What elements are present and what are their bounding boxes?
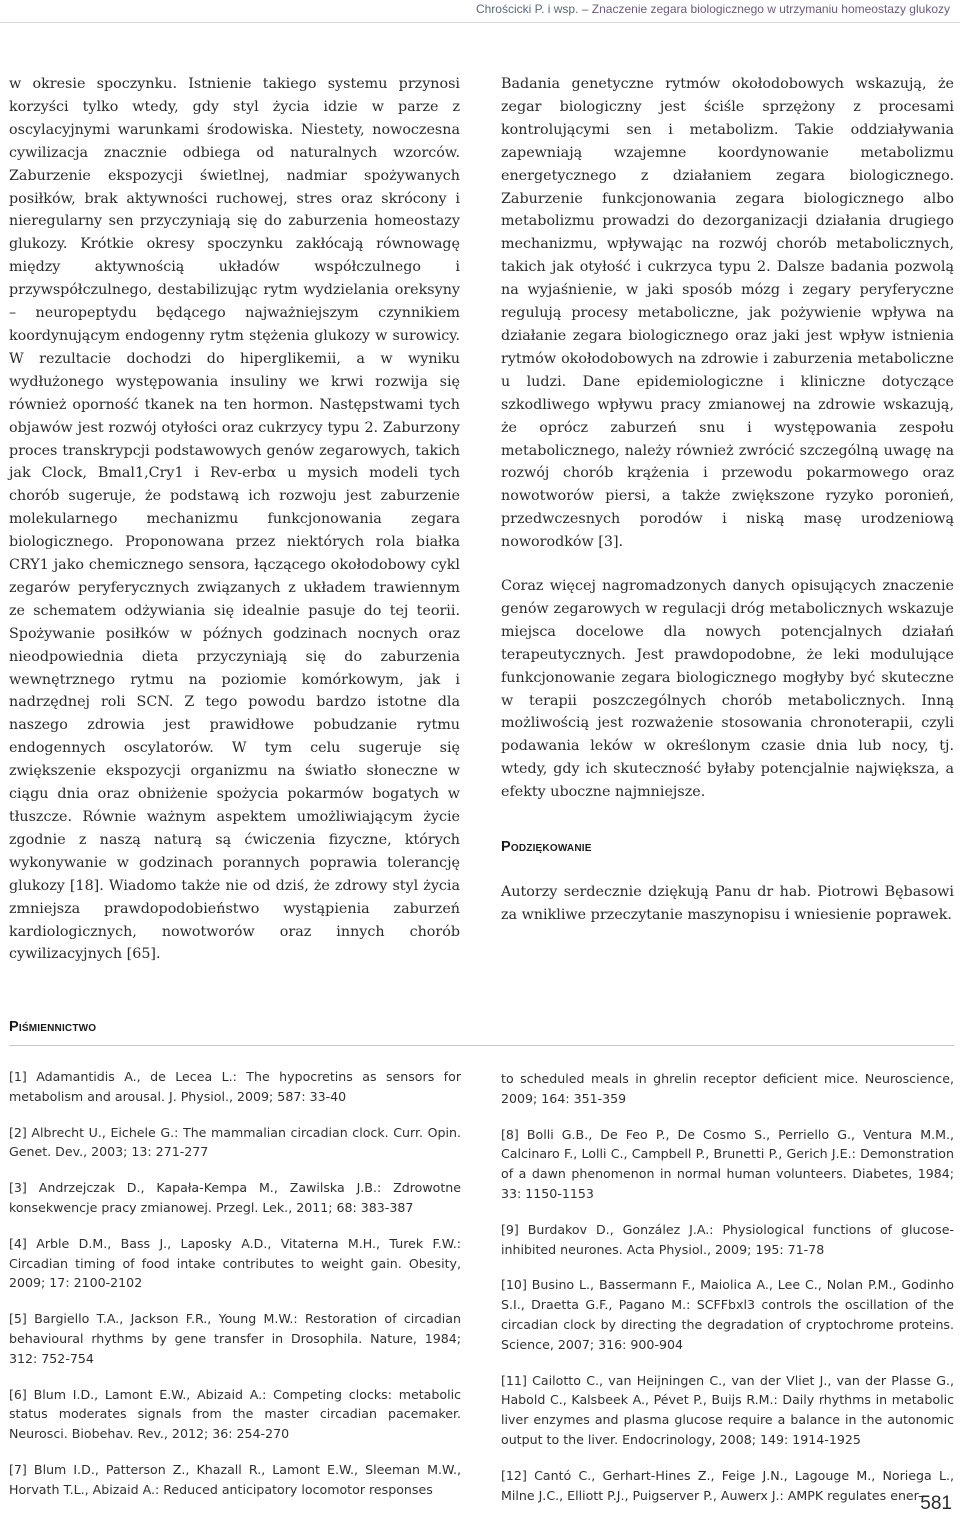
reference-item: [10] Busino L., Bassermann F., Maiolica A., Lee C., Nolan P.M., Godinho S.I., Draetta G.F., Pagano M.: SCFFbxl3 controls the oscillation of the circadian clock by directing the degradation of cryptochrome proteins. Science, 2007; 316: 900-904 xyxy=(501,1277,954,1352)
body-paragraph: Coraz więcej nagromadzonych danych opisujących znaczenie genów zegarowych w regulacji dróg metabolicznych wskazuje miejsca docelowe dla nowych potencjalnych działań terapeutycznych. Jest prawdopodobne, że leki modulujące funkcjonowanie zegara biologicznego mogłyby być skuteczne w terapii poszczególnych chorób metabolicznych. Inną możliwością jest rozważenie stosowania chronoterapii, czyli podawania leków w określonym czasie dnia lub nocy, tj. wtedy, gdy ich skuteczność byłaby potencjalnie największa, a efekty uboczne najmniejsze. xyxy=(501,578,954,801)
left-column xyxy=(9,73,460,966)
reference-item: to scheduled meals in ghrelin receptor deficient mice. Neuroscience, 2009; 164: 351-359 xyxy=(501,1071,954,1106)
acknowledgements-text: Autorzy serdecznie dziękują Panu dr hab. Piotrowi Bębasowi za wnikliwe przeczytanie maszynopisu i wniesienie poprawek. xyxy=(501,884,954,923)
reference-item: [1] Adamantidis A., de Lecea L.: The hypocretins as sensors for metabolism and arousal. J. Physiol., 2009; 587: 33-40 xyxy=(9,1069,461,1104)
page-number: 581 xyxy=(920,1493,952,1514)
reference-item: [9] Burdakov D., González J.A.: Physiological functions of glucose-inhibited neurones. Acta Physiol., 2009; 195: 71-78 xyxy=(501,1221,954,1257)
running-head-separator: – xyxy=(581,2,589,16)
reference-item: [8] Bolli G.B., De Feo P., De Cosmo S., Perriello G., Ventura M.M., Calcinaro F., Lolli C., Campbell P., Brunetti P., Gerich J.E.: Demonstration of a dawn phenomenon in normal human volunteers. Diabetes, 1984; 33: 1150-1153 xyxy=(501,1126,954,1201)
header-rule xyxy=(0,22,960,23)
reference-item: [3] Andrzejczak D., Kapała-Kempa M., Zawilska J.B.: Zdrowotne konsekwencje pracy zmianowej. Przegl. Lek., 2011; 68: 383-387 xyxy=(9,1180,461,1215)
reference-item: [11] Cailotto C., van Heijningen C., van der Vliet J., van der Plasse G., Habold C., Kalsbeek A., Pévet P., Buijs R.M.: Daily rhythms in metabolic liver enzymes and plasma glucose require a balance in the autonomic output to the liver. Endocrinology, 2008; 149: 1914-1925 xyxy=(501,1372,954,1447)
references-left-column xyxy=(9,1067,461,1516)
reference-item: [6] Blum I.D., Lamont E.W., Abizaid A.: Competing clocks: metabolic status moderates signals from the master circadian pacemaker. Neurosci. Biobehav. Rev., 2012; 36: 254-270 xyxy=(9,1386,461,1442)
reference-item: [7] Blum I.D., Patterson Z., Khazall R., Lamont E.W., Sleeman M.W., Horvath T.L., Abizaid A.: Reduced anticipatory locomotor responses xyxy=(9,1461,461,1497)
reference-item: [5] Bargiello T.A., Jackson F.R., Young M.W.: Restoration of circadian behavioural rhythms by gene transfer in Drosophila. Nature, 1984; 312: 752-754 xyxy=(9,1311,461,1366)
reference-item: [4] Arble D.M., Bass J., Laposky A.D., Vitaterna M.H., Turek F.W.: Circadian timing of food intake contributes to weight gain. Obesity, 2009; 17: 2100-2102 xyxy=(9,1235,461,1291)
references-divider xyxy=(9,1045,954,1046)
body-paragraph: w okresie spoczynku. Istnienie takiego systemu przynosi korzyści tylko wtedy, gdy styl życia idzie w parze z oscylacyjnymi warunkami środowiska. Niestety, nowoczesna cywilizacja znacznie odbiega od naturalnych wzorców. Zaburzenie ekspozycji świetlnej, nadmiar spożywanych posiłków, brak aktywności ruchowej, stres oraz skrócony i nieregularny sen przyczyniają się do zaburzenia homeostazy glukozy. Krótkie okresy spoczynku zakłócają równowagę między aktywnością układów współczulnego i przywspółczulnego, destabilizując rytm wydzielania oreksyny – neuropeptydu będącego najważniejszym czynnikiem koordynującym endogenny rytm stężenia glukozy w surowicy. W rezultacie dochodzi do hiperglikemii, a w wyniku wydłużonego występowania insuliny we krwi rozwija się również oporność tkanek na ten hormon. Następstwami tych objawów jest rozwój otyłości oraz cukrzycy typu 2. Zaburzony proces transkrypcji podstawowych genów zegarowych, takich jak Clock, Bmal1,Cry1 i Rev-erbα u mysich modeli tych chorób sugeruje, że podstawą ich rozwoju jest zaburzenie molekularnego mechanizmu funkcjonowania zegara biologicznego. Proponowana przez niektórych rola białka CRY1 jako chemicznego sensora, łączącego okołodobowy cykl zegarów peryferycznych związanych z układem trawiennym ze schematem odżywiania się idealnie pasuje do tej teorii. Spożywanie posiłków w późnych godzinach nocnych oraz nieodpowiednia dieta przyczyniają się do zaburzenia wewnętrznego rytmu na poziomie komórkowym, jak i nadrzędnej roli SCN. Z tego powodu bardzo istotne dla naszego zdrowia jest prawidłowe pobudzanie rytmu endogennych oscylatorów. W tym celu sugeruje się zwiększenie ekspozycji organizmu na światło słoneczne w ciągu dnia oraz obniżenie spożycia pokarmów bogatych w tłuszcze. Równie ważnym aspektem umożliwiającym życie zgodnie z naszą naturą są ćwiczenia fizyczne, których wykonywanie w godzinach porannych poprawia tolerancję glukozy [18]. Wiadomo także nie od dziś, że zdrowy styl życia zmniejsza prawdopodobieństwo wystąpienia zaburzeń kardiologicznych, nowotworów oraz innych chorób cywilizacyjnych [65]. xyxy=(9,76,460,963)
acknowledgements-heading: Podziękowanie xyxy=(501,839,592,856)
body-paragraph: Badania genetyczne rytmów okołodobowych wskazują, że zegar biologiczny jest ściśle sprzężony z procesami kontrolującymi sen i metabolizm. Takie oddziaływania zapewniają wzajemne koordynowanie metabolizmu energetycznego z działaniem zegara biologicznego. Zaburzenie funkcjonowania zegara biologicznego albo metabolizmu prowadzi do dezorganizacji działania drugiego mechanizmu, wpływając na rozwój chorób metabolicznych, takich jak otyłość i cukrzyca typu 2. Dalsze badania pozwolą na wyjaśnienie, w jaki sposób mózg i zegary peryferyczne regulują procesy metaboliczne, jak pożywienie wpływa na działanie zegara biologicznego oraz jaki jest wpływ istnienia rytmów okołodobowych na zdrowie i zaburzenia metaboliczne u ludzi. Dane epidemiologiczne i kliniczne dotyczące szkodliwego wpływu pracy zmianowej na zdrowie wskazują, że oprócz zaburzeń snu i występowania zespołu metabolicznego, należy również zwrócić szczególną uwagę na rozwój chorób krążenia i przewodu pokarmowego oraz nowotworów piersi, a także zwiększone ryzyko poronień, przedwczesnych porodów i niską masę urodzeniową noworodków [3]. xyxy=(501,76,954,551)
reference-item: [2] Albrecht U., Eichele G.: The mammalian circadian clock. Curr. Opin. Genet. Dev., 2003; 13: 271-277 xyxy=(9,1124,461,1160)
references-right-column xyxy=(501,1069,954,1521)
right-column xyxy=(501,73,954,927)
running-head-title: Znaczenie zegara biologicznego w utrzymaniu homeostazy glukozy xyxy=(591,2,950,16)
reference-item: [12] Cantó C., Gerhart-Hines Z., Feige J.N., Lagouge M., Noriega L., Milne J.C., Elliott P.J., Puigserver P., Auwerx J.: AMPK regulates ener- xyxy=(501,1467,954,1503)
running-head xyxy=(476,2,950,16)
running-head-authors: Chrościcki P. i wsp. xyxy=(475,2,579,16)
references-heading: Piśmiennictwo xyxy=(9,1019,97,1035)
